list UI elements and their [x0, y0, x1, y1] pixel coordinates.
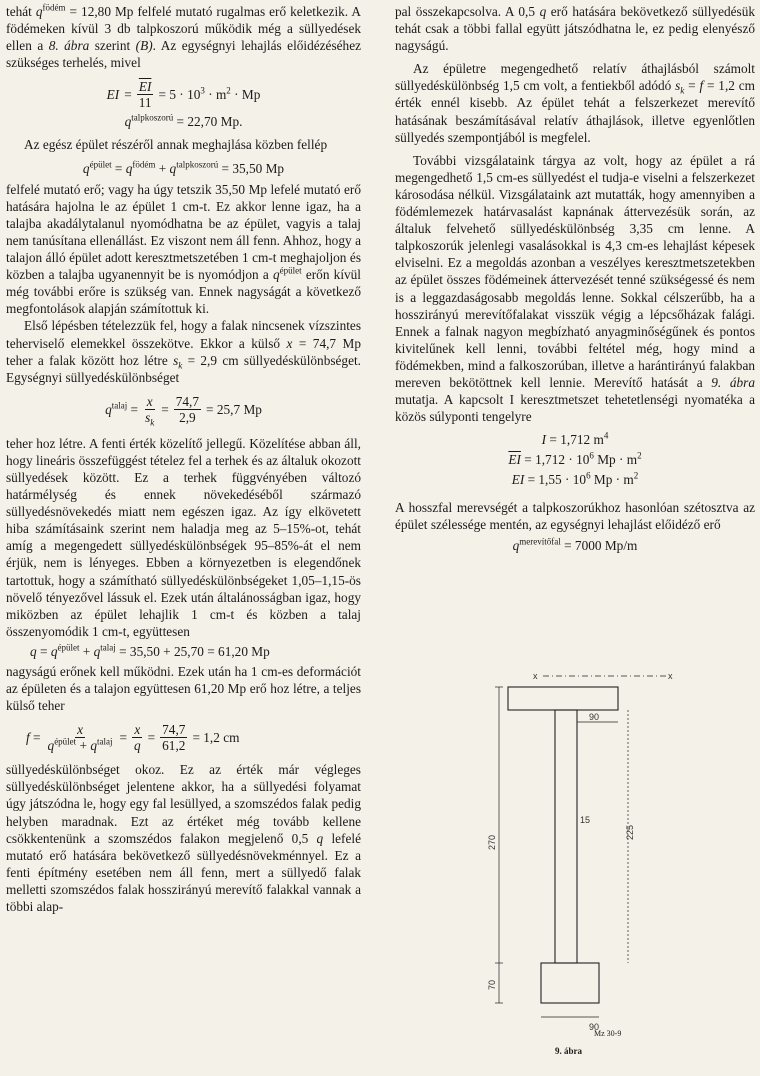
paragraph: További vizsgálataink tárgya az volt, hogy az épület a rá megengedhető 1,5 cm-es süllyedést el tudja-e viselni a felszerkezet károsodása nélkül. Vizsgálataink azt mutatták, hogy amennyiben a födémlemezek határvasalást kapnának áttervezésük során, az általuk felvehető süllyedéskülönbség 3,35 cm lenne. A talpkoszorúk jelenlegi vasalásokkal is 4,3 cm-es lehajlást képesek elviselni. Ez a megoldás azonban a veszélyes keresztmetszetekben az épület összes födémeinek áttervezését tenné szükségessé és nem is a leggazdaságosabb megoldás lenne. Sokkal célszerűbb, ha a hosszirányú merevítőfalakat visszük végig a lépcsőházak falági. Ennek a falnak nagyon megbízható anyagminőségűnek és pontos kivitelűnek kell lenni, további feltétel még, hogy mind a födémekben, mind a falkoszorúban, illetve a harántirányú falakban mereven bekötöttnek kell lennie. Merevítő hatását a 9. ábra mutatja. A kapcsolt I keresztmetszet tehetetlenségi nyomatéka a közös súlyponti tengelyre: [395, 152, 755, 425]
cross-section-figure: [483, 665, 683, 1060]
formula-f: f = $\frac{x}{q^{épület} + q^{talaj}}$ = $\frac{x}{q}$ = $\frac{74,7}{61,2}$ = 1,2 cm: [26, 722, 240, 754]
paragraph: Az épületre megengedhető relatív áthajlásból számolt süllyedéskülönbség 1,5 cm volt, a fentiekből adódó $s_k = f = 1,2$ cm érték ennél kisebb. Az épület tehát a felszerkezet merevítő hatásának beszámításával relatív áthajlások, illetve egyenlőtlen süllyedés szempontjából is megfelel.: [395, 61, 755, 145]
formula-talpkoszoru: $q^{talpkoszorú} = 22,70$ Mp.: [124, 112, 243, 130]
sup: födém: [42, 2, 66, 13]
paragraph: tehát $q^{födém} = 12,80$ Mp felfelé mutató rugalmas erő keletkezik. A födémeken kívül 3 db talpkoszorú működik még a süllyedések ellen a 8. ábra szerint (B). Az egységnyi lehajlás előidézéséhez szükséges terhelés, mivel: [6, 2, 361, 71]
paragraph: teher hoz létre. A fenti érték közelítő jellegű. Közelítése abban áll, hogy lineáris összefüggést tételez fel a terhek és az általuk okozott süllyedések között. Ez a terhek függvényében változó határmélység és ennek növekedéséből származó süllyedésnövekedés miatt nem egészen igaz. Az így elkövetett hiba számításaink szerint nem haladja meg az 5–15%-ot, tehát amíg a megengedett süllyedéskülönbségek 95–85%-át el nem érjük, nem is lényeges. Ebben a környezetben is elegendőnek tartottuk, hogy a számítható süllyedéskülönbségeket 1,05–1,15-ös növelő tényezővel lássuk el. Ezek után általánosságban igaz, hogy miközben az épület lehajlik 1 cm-t és közben a talaj összenyomódik 1 cm-t, együttesen: [6, 435, 361, 639]
formula-q-total: $q = q^{épület} + q^{talaj} = 35,50 + 25,70 = 61,20$ Mp: [30, 642, 270, 659]
dim-225: 225: [625, 824, 635, 840]
formula-merevitofal: $q^{merevítőfal} = 7000$ Mp/m: [512, 536, 638, 553]
formula-epulet: $q^{épület} = q^{födém} + q^{talpkoszorú} = 35,50$ Mp: [82, 159, 285, 176]
paragraph: pal összekapcsolva. A 0,5 q erő hatására bekövetkező süllyedésük tehát csak a többi fallal együtt játszódhatna le, ez pedig elenyésző nagyságú.: [395, 4, 755, 54]
dim-90-top: 90: [589, 712, 600, 722]
paragraph: felfelé mutató erő; vagy ha úgy tetszik 35,50 Mp lefelé mutató erő hatására hajolna le az épület 1 cm-t. Ez akkor lenne igaz, ha a talajba akadálytalanul nyomódhatna be az épület, vagyis a talaj nem tanúsítana ellenállást. Ez viszont nem áll fenn. Ahhoz, hogy a talajon álló épület adott keresztmetszetében 1 cm-t meghajoljon és közben a talajba ugyanennyit be is nyomódjon a $q^{épület}$ erőn kívül még további erőre is szükség van. Ennek nagyságát a következő megfontolások alapján számítottuk ki.: [6, 181, 362, 317]
figure-caption: 9. ábra: [555, 1046, 582, 1056]
dim-270: 270: [487, 834, 497, 850]
dim-90-bottom: 90: [589, 1022, 600, 1032]
figure-ref: Mz 30-9: [594, 1029, 622, 1038]
paragraph: A hosszfal merevségét a talpkoszorúkhoz hasonlóan szétosztva az épület szélessége mentén, az egységnyi lehajlást előidéző erő: [395, 499, 755, 532]
left-column: [6, 3, 361, 915]
formula-talaj: $q^{talaj}$ = $\frac{x}{s_k}$ = $\frac{74,7}{2,9}$ = 25,7 Mp: [105, 393, 262, 428]
axis-x-left-label: x: [533, 671, 538, 681]
formula-ei-final: EI = $1,55 \cdot 10^6$ $Mp \cdot m^2$: [511, 471, 639, 488]
right-column: [395, 3, 755, 557]
dim-70: 70: [487, 979, 497, 990]
top-flange: [508, 687, 618, 710]
paragraph: Első lépésben tételezzük fel, hogy a falak nincsenek vízszintes teherviselő elemekkel összekötve. Ekkor a külső x = 74,7 Mp teher a falak között hoz létre $s_k = 2,9$ cm süllyedéskülönbséget. Egységnyi süllyedéskülönbséget: [6, 318, 361, 385]
formula-i: I = 1,712 $m^4$: [541, 430, 609, 448]
axis-x-right-label: x: [668, 671, 673, 681]
paragraph: Az egész épület részéről annak meghajlása közben fellép: [24, 137, 328, 153]
foundation: [541, 963, 599, 1003]
dim-15: 15: [580, 815, 591, 825]
web: [555, 710, 577, 963]
paragraph: süllyedéskülönbséget okoz. Ez az érték már végleges süllyedéskülönbséget jelentene akkor, ha a süllyedési folyamat úgy játszódna le, hogy egy fal lesüllyed, a szomszédos falak pedig helyben maradnak. Ezt az értéket még tovább kellene csökkentenünk a szomszédos falakon megjelenő 0,5 q lefelé mutató erő hatására bekövetkező süllyedésnövekménnyel. Ez a fenti építmény esetében nem áll fenn, mert a süllyedő falak melletti szomszédos falak hosszirányú merevítő falakkal vannak a többi alap-: [6, 762, 361, 915]
formula-ei-bar: $\overline{EI} = 1,712 \cdot 10^6$ $Mp \cdot m^2$: [508, 450, 642, 468]
formula-ei: EI = $\frac{\overline{EI}}{11}$ = $5 \cdot 10^3 \cdot m^2 \cdot Mp$: [106, 79, 261, 111]
paragraph: nagyságú erőnek kell működni. Ezek után ha 1 cm-es deformációt az épületen és a talajon együttesen 61,20 Mp erő hoz létre, a teljes külső teher: [6, 664, 361, 714]
